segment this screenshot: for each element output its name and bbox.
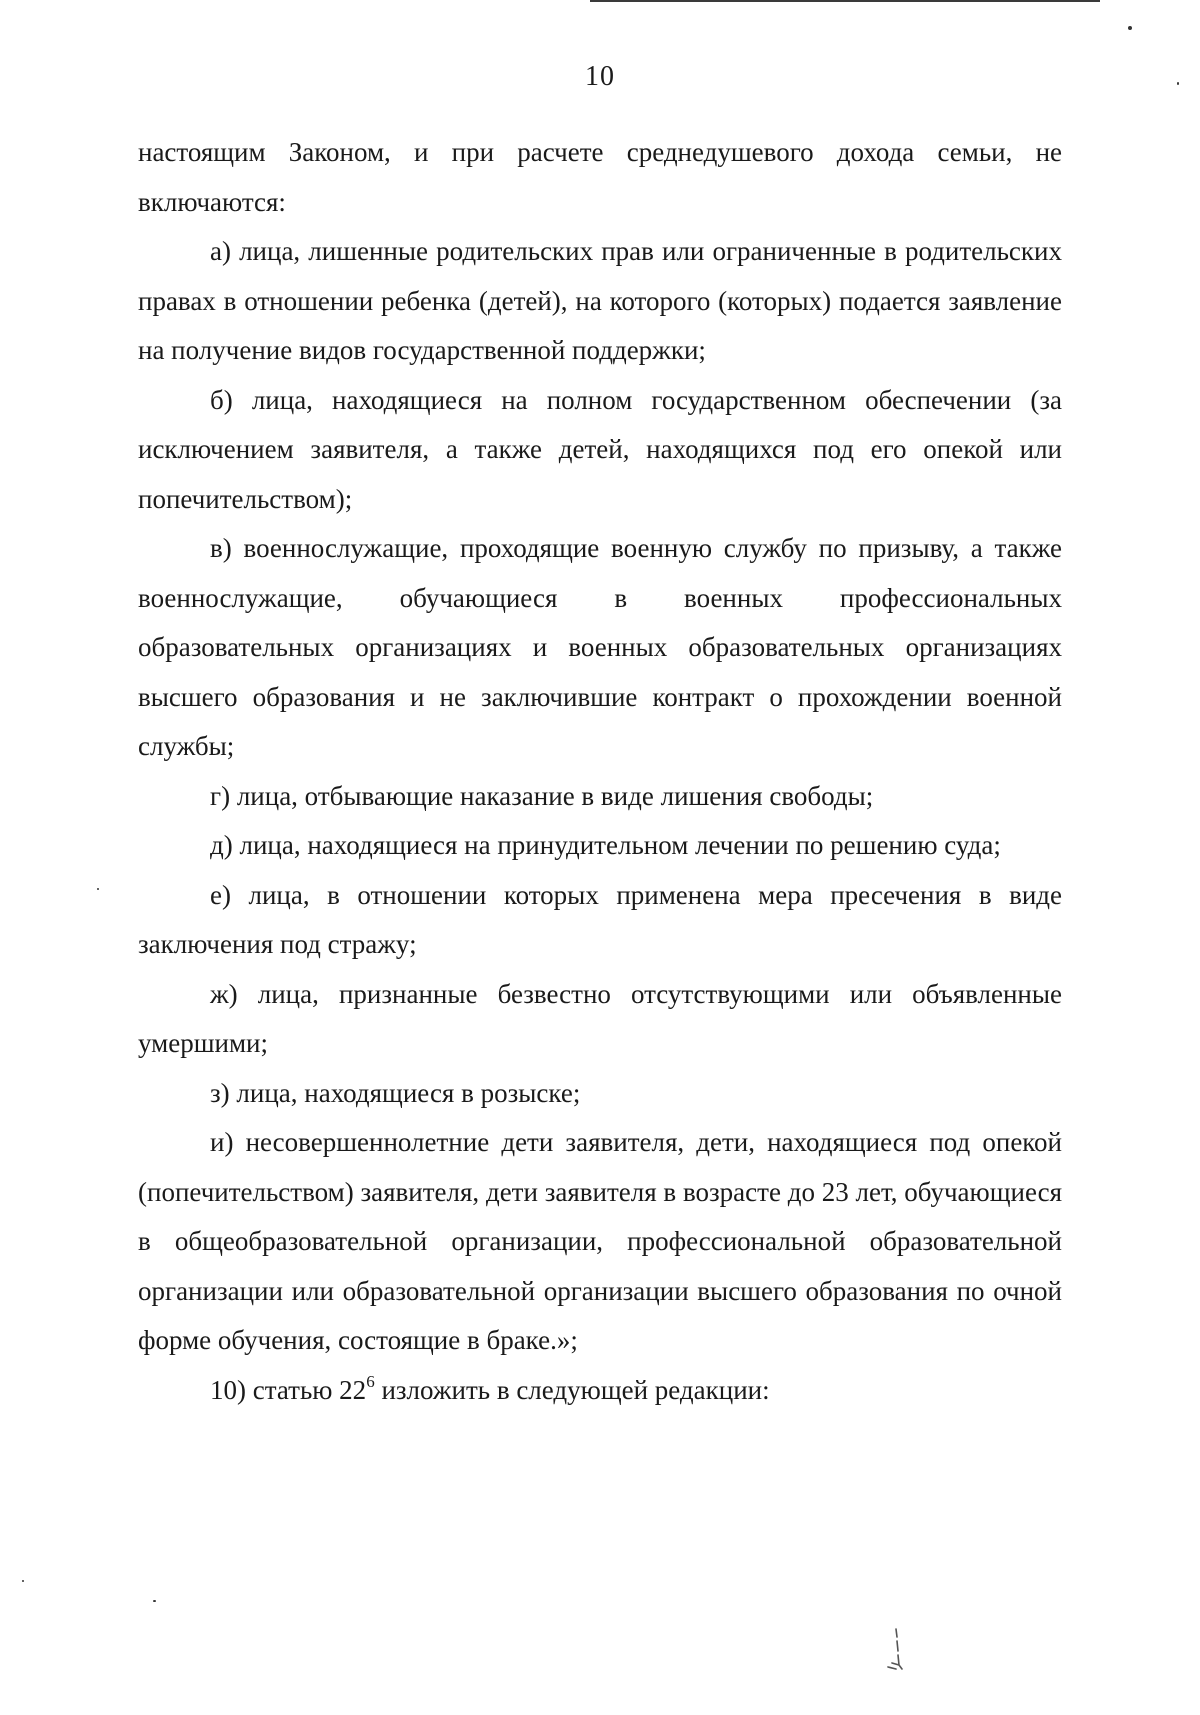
list-item-g: г) лица, отбывающие наказание в виде лишения свободы;	[210, 780, 874, 811]
document-body	[138, 128, 1062, 1415]
handwritten-initials-icon	[872, 1625, 912, 1675]
scan-top-edge-line	[590, 0, 1100, 2]
amendment-item-10-suffix: изложить в следующей редакции:	[374, 1374, 770, 1405]
list-item-a: а) лица, лишенные родительских прав или ограниченные в родительских правах в отношении ребенка (детей), на которого (которых) подается заявление на получение видов государственной поддержки;	[138, 236, 1062, 365]
scan-speck	[1128, 26, 1132, 30]
scan-speck	[22, 1580, 24, 1582]
list-item-e: е) лица, в отношении которых применена мера пресечения в виде заключения под стражу;	[138, 879, 1062, 959]
paragraph-continuation: настоящим Законом, и при расчете среднедушевого дохода семьи, не включаются:	[138, 137, 1062, 217]
page-number: 10	[585, 61, 615, 92]
list-item-i: и) несовершеннолетние дети заявителя, дети, находящиеся под опекой (попечительством) заявителя, дети заявителя в возрасте до 23 лет, обучающиеся в общеобразовательной организации, профессиональной образовательной организации или образовательной организации высшего образования по очной форме обучения, состоящие в браке.»;	[138, 1127, 1062, 1355]
list-item-zh: ж) лица, признанные безвестно отсутствующими или объявленные умершими;	[138, 978, 1062, 1058]
scan-speck	[97, 888, 99, 890]
list-item-b: б) лица, находящиеся на полном государственном обеспечении (за исключением заявителя, а также детей, находящихся под его опекой или попечительством);	[138, 384, 1062, 514]
list-item-v: в) военнослужащие, проходящие военную службу по призыву, а также военнослужащие, обучающиеся в военных профессиональных образовательных организациях и военных образовательных организациях высшего образования и не заключившие контракт о прохождении военной службы;	[138, 533, 1062, 761]
list-item-d: д) лица, находящиеся на принудительном лечении по решению суда;	[210, 830, 1001, 860]
list-item-z: з) лица, находящиеся в розыске;	[210, 1077, 581, 1108]
amendment-item-10	[138, 1366, 1062, 1416]
amendment-item-10-prefix: 10) статью 22	[210, 1374, 367, 1405]
scan-speck	[153, 1600, 156, 1602]
article-superscript: 6	[366, 1371, 375, 1391]
